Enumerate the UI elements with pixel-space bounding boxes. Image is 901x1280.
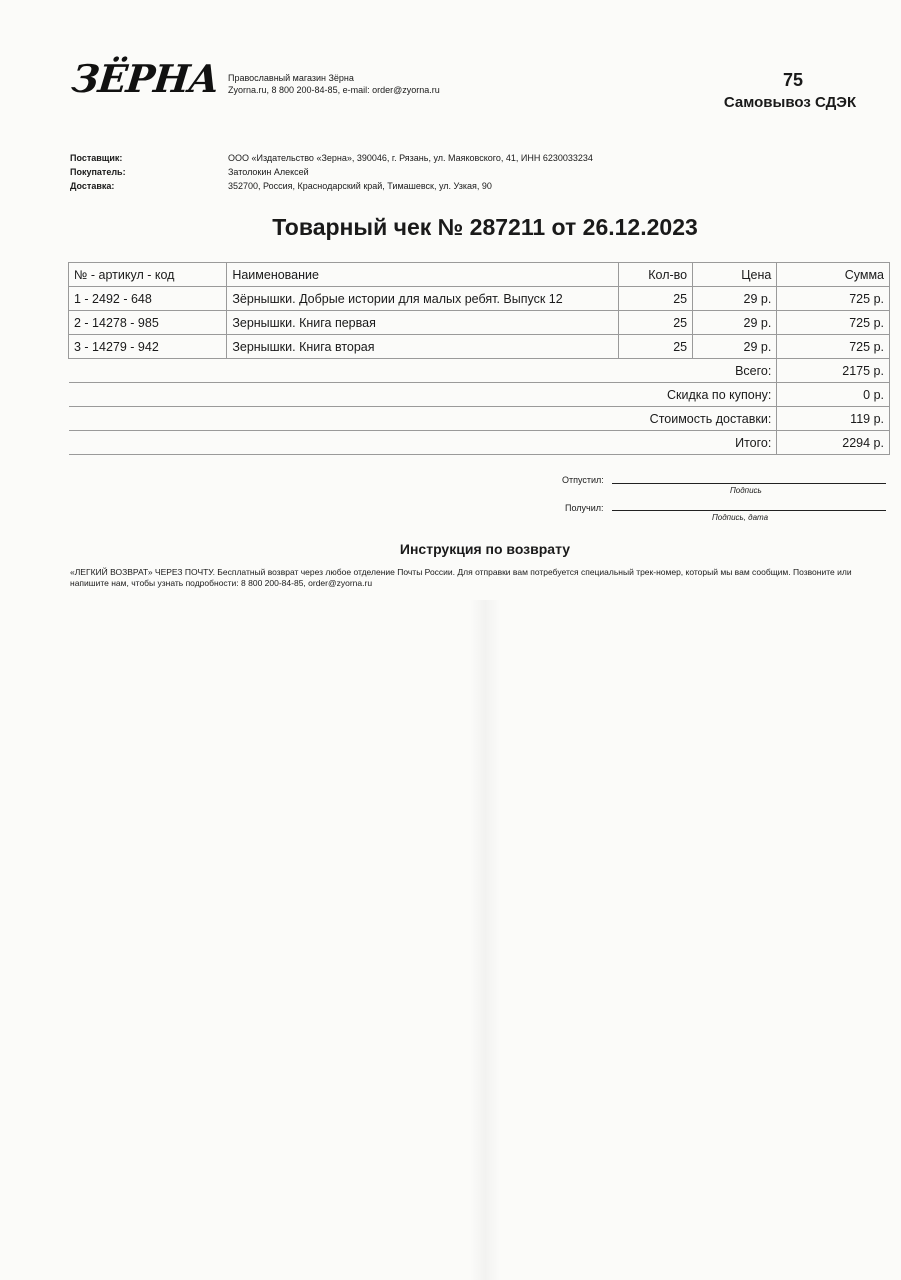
delivery-value: 352700, Россия, Краснодарский край, Тимашевск, ул. Узкая, 90 xyxy=(228,181,492,191)
returns-title: Инструкция по возврату xyxy=(399,541,571,557)
row-name: Зернышки. Книга первая xyxy=(227,311,619,335)
total-label: Всего: xyxy=(69,359,777,383)
shop-name: Православный магазин Зёрна xyxy=(228,73,354,83)
row-name: Зернышки. Книга вторая xyxy=(227,335,619,359)
row-price: 29 р. xyxy=(693,287,777,311)
supplier-value: ООО «Издательство «Зерна», 390046, г. Рязань, ул. Маяковского, 41, ИНН 6230033234 xyxy=(228,153,593,163)
table-header-row xyxy=(69,263,890,287)
row-sum: 725 р. xyxy=(777,311,890,335)
released-caption: Подпись xyxy=(730,486,762,495)
released-label: Отпустил: xyxy=(562,475,604,485)
received-signature-line xyxy=(612,509,886,511)
header-sum: Сумма xyxy=(777,263,890,287)
row-price: 29 р. xyxy=(693,335,777,359)
shipping-value: 119 р. xyxy=(777,407,890,431)
grand-total-row xyxy=(69,431,890,455)
row-article: 3 - 14279 - 942 xyxy=(69,335,227,359)
items-table xyxy=(68,262,890,455)
shop-info xyxy=(228,72,440,96)
table-row xyxy=(69,311,890,335)
table-row xyxy=(69,335,890,359)
row-sum: 725 р. xyxy=(777,287,890,311)
row-name: Зёрнышки. Добрые истории для малых ребят. Выпуск 12 xyxy=(227,287,619,311)
shipping-label: Стоимость доставки: xyxy=(69,407,777,431)
discount-label: Скидка по купону: xyxy=(69,383,777,407)
buyer-value: Затолокин Алексей xyxy=(228,167,309,177)
header-qty: Кол-во xyxy=(619,263,693,287)
received-label: Получил: xyxy=(565,503,604,513)
row-qty: 25 xyxy=(619,287,693,311)
released-signature-line xyxy=(612,482,886,484)
total-value: 2175 р. xyxy=(777,359,890,383)
discount-value: 0 р. xyxy=(777,383,890,407)
row-sum: 725 р. xyxy=(777,335,890,359)
discount-row xyxy=(69,383,890,407)
row-qty: 25 xyxy=(619,311,693,335)
buyer-label: Покупатель: xyxy=(70,167,126,177)
row-qty: 25 xyxy=(619,335,693,359)
table-row xyxy=(69,287,890,311)
returns-text: «ЛЕГКИЙ ВОЗВРАТ» ЧЕРЕЗ ПОЧТУ. Бесплатный возврат через любое отделение Почты России. Для отправки вам потребуется специальный трек-номер, который мы вам сообщим. Позвоните или напишите нам, чтобы узнать подробности: 8 800 200-84-85, order@zyorna.ru xyxy=(70,567,852,588)
shipping-row xyxy=(69,407,890,431)
grand-total-value: 2294 р. xyxy=(777,431,890,455)
received-caption: Подпись, дата xyxy=(712,513,769,522)
header-article: № - артикул - код xyxy=(69,263,227,287)
delivery-method: Самовывоз СДЭК xyxy=(723,94,857,111)
row-price: 29 р. xyxy=(693,311,777,335)
header-price: Цена xyxy=(693,263,777,287)
shop-contacts: Zyorna.ru, 8 800 200-84-85, e-mail: order@zyorna.ru xyxy=(228,85,440,95)
order-number: 75 xyxy=(782,70,804,90)
shop-logo: ЗЁРНА xyxy=(69,56,222,101)
row-article: 1 - 2492 - 648 xyxy=(69,287,227,311)
receipt-title: Товарный чек № 287211 от 26.12.2023 xyxy=(272,214,698,240)
header-name: Наименование xyxy=(227,263,619,287)
paper-crease xyxy=(470,600,500,1280)
delivery-label: Доставка: xyxy=(70,181,115,191)
row-article: 2 - 14278 - 985 xyxy=(69,311,227,335)
total-row xyxy=(69,359,890,383)
supplier-label: Поставщик: xyxy=(70,153,123,163)
grand-total-label: Итого: xyxy=(69,431,777,455)
